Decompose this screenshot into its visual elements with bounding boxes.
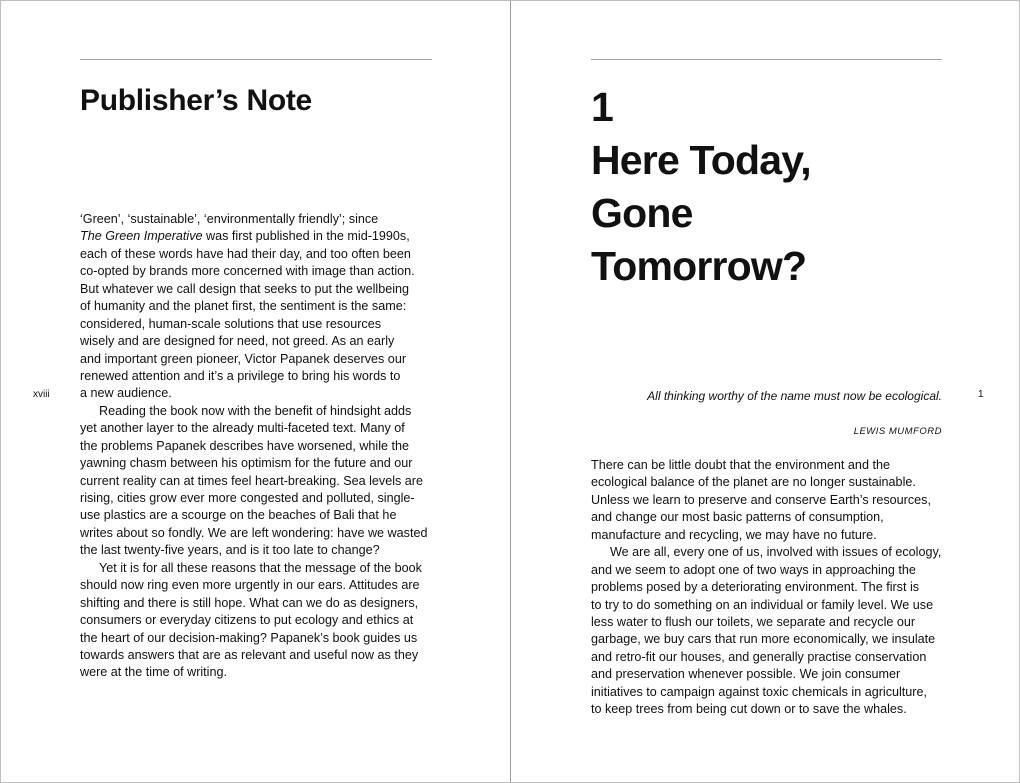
text-line: Yet it is for all these reasons that the message of the book	[99, 560, 422, 575]
text-line: less water to flush our toilets, we separate and recycle our	[591, 614, 916, 629]
text-line: There can be little doubt that the environment and the	[591, 458, 890, 472]
text-line: garbage, we buy cars that run more economically, we insulate	[591, 632, 936, 647]
text-line: wisely and are designed for need, not greed. As an early	[80, 334, 395, 349]
text-line: the last twenty-five years, and is it too late to change?	[80, 543, 380, 558]
chapter-number: 1	[591, 84, 614, 130]
chapter-body	[591, 457, 941, 719]
text-line: writes about so fondly. We are left wondering: have we wasted	[80, 525, 428, 540]
text-line: problems posed by a deteriorating environment. The first is	[591, 580, 920, 595]
text-line: yawning chasm between his optimism for the future and our	[80, 456, 413, 471]
text-line: each of these words have had their day, and too often been	[80, 246, 411, 261]
right-page	[511, 1, 1019, 782]
text-line: a new audience.	[80, 386, 172, 401]
text-line: and important green pioneer, Victor Papanek deserves our	[80, 351, 407, 366]
text-line: and we seem to adopt one of two ways in approaching the	[591, 562, 916, 577]
text-line: should now ring even more urgently in our ears. Attitudes are	[80, 578, 420, 593]
page-number: 1	[978, 389, 984, 400]
text-line: ‘Green’, ‘sustainable’, ‘environmentally friendly’; since	[80, 212, 379, 226]
left-page	[1, 1, 510, 782]
text-line: current reality can at times feel heart-breaking. Sea levels are	[80, 473, 423, 488]
text-line: considered, human-scale solutions that use resources	[80, 316, 382, 331]
publishers-note-body	[80, 211, 427, 682]
header-rule	[80, 59, 432, 60]
text-line: initiatives to campaign against toxic chemicals in agriculture,	[591, 684, 927, 699]
epigraph-quote: All thinking worthy of the name must now be ecological.	[647, 389, 942, 403]
text-line: We are all, every one of us, involved with issues of ecology,	[610, 545, 942, 560]
text-line: the heart of our decision-making? Papanek’s book guides us	[80, 630, 418, 645]
chapter-title-line: Gone	[591, 190, 693, 236]
text-line: Reading the book now with the benefit of hindsight adds	[99, 403, 412, 418]
text-line: to try to do something on an individual or family level. We use	[591, 597, 934, 612]
text-line: But whatever we call design that seeks to put the wellbeing	[80, 281, 410, 296]
text-line	[80, 228, 427, 245]
text-line: to keep trees from being cut down or to save the whales.	[591, 702, 907, 717]
text-line: use plastics are a scourge on the beaches of Bali that he	[80, 508, 397, 523]
text-line: and preservation whenever possible. We join consumer	[591, 667, 901, 682]
text-line: towards answers that are as relevant and useful now as they	[80, 647, 419, 662]
page-number: xviii	[33, 389, 50, 400]
text-line: shifting and there is still hope. What can we do as designers,	[80, 595, 419, 610]
header-rule	[591, 59, 942, 60]
text-line: yet another layer to the already multi-faceted text. Many of	[80, 421, 405, 436]
book-title: The Green Imperative	[80, 229, 203, 244]
chapter-title-line: Here Today,	[591, 137, 811, 183]
text-line: and change our most basic patterns of consumption,	[591, 510, 884, 525]
text-line: were at the time of writing.	[80, 665, 227, 680]
epigraph-attribution: LEWIS MUMFORD	[853, 426, 942, 437]
page-title: Publisher’s Note	[80, 84, 312, 117]
chapter-title	[591, 134, 811, 293]
text-line: consumers or everyday citizens to put ecology and ethics at	[80, 613, 414, 628]
text-line: co-opted by brands more concerned with image than action.	[80, 264, 415, 279]
text-line: and retro-fit our houses, and generally practise conservation	[591, 649, 927, 664]
text-line: of humanity and the planet first, the sentiment is the same:	[80, 299, 407, 314]
text-line: the problems Papanek describes have worsened, while the	[80, 438, 410, 453]
text-line: rising, cities grow ever more congested and polluted, single-	[80, 491, 415, 505]
text-line: ecological balance of the planet are no longer sustainable.	[591, 475, 916, 490]
text-line: manufacture and recycling, we may have no future.	[591, 527, 877, 542]
text-line: Unless we learn to preserve and conserve Earth’s resources,	[591, 492, 931, 507]
text-fragment: was first published in the mid-1990s,	[206, 229, 410, 244]
text-line: renewed attention and it’s a privilege to bring his words to	[80, 368, 401, 383]
chapter-title-line: Tomorrow?	[591, 243, 807, 289]
